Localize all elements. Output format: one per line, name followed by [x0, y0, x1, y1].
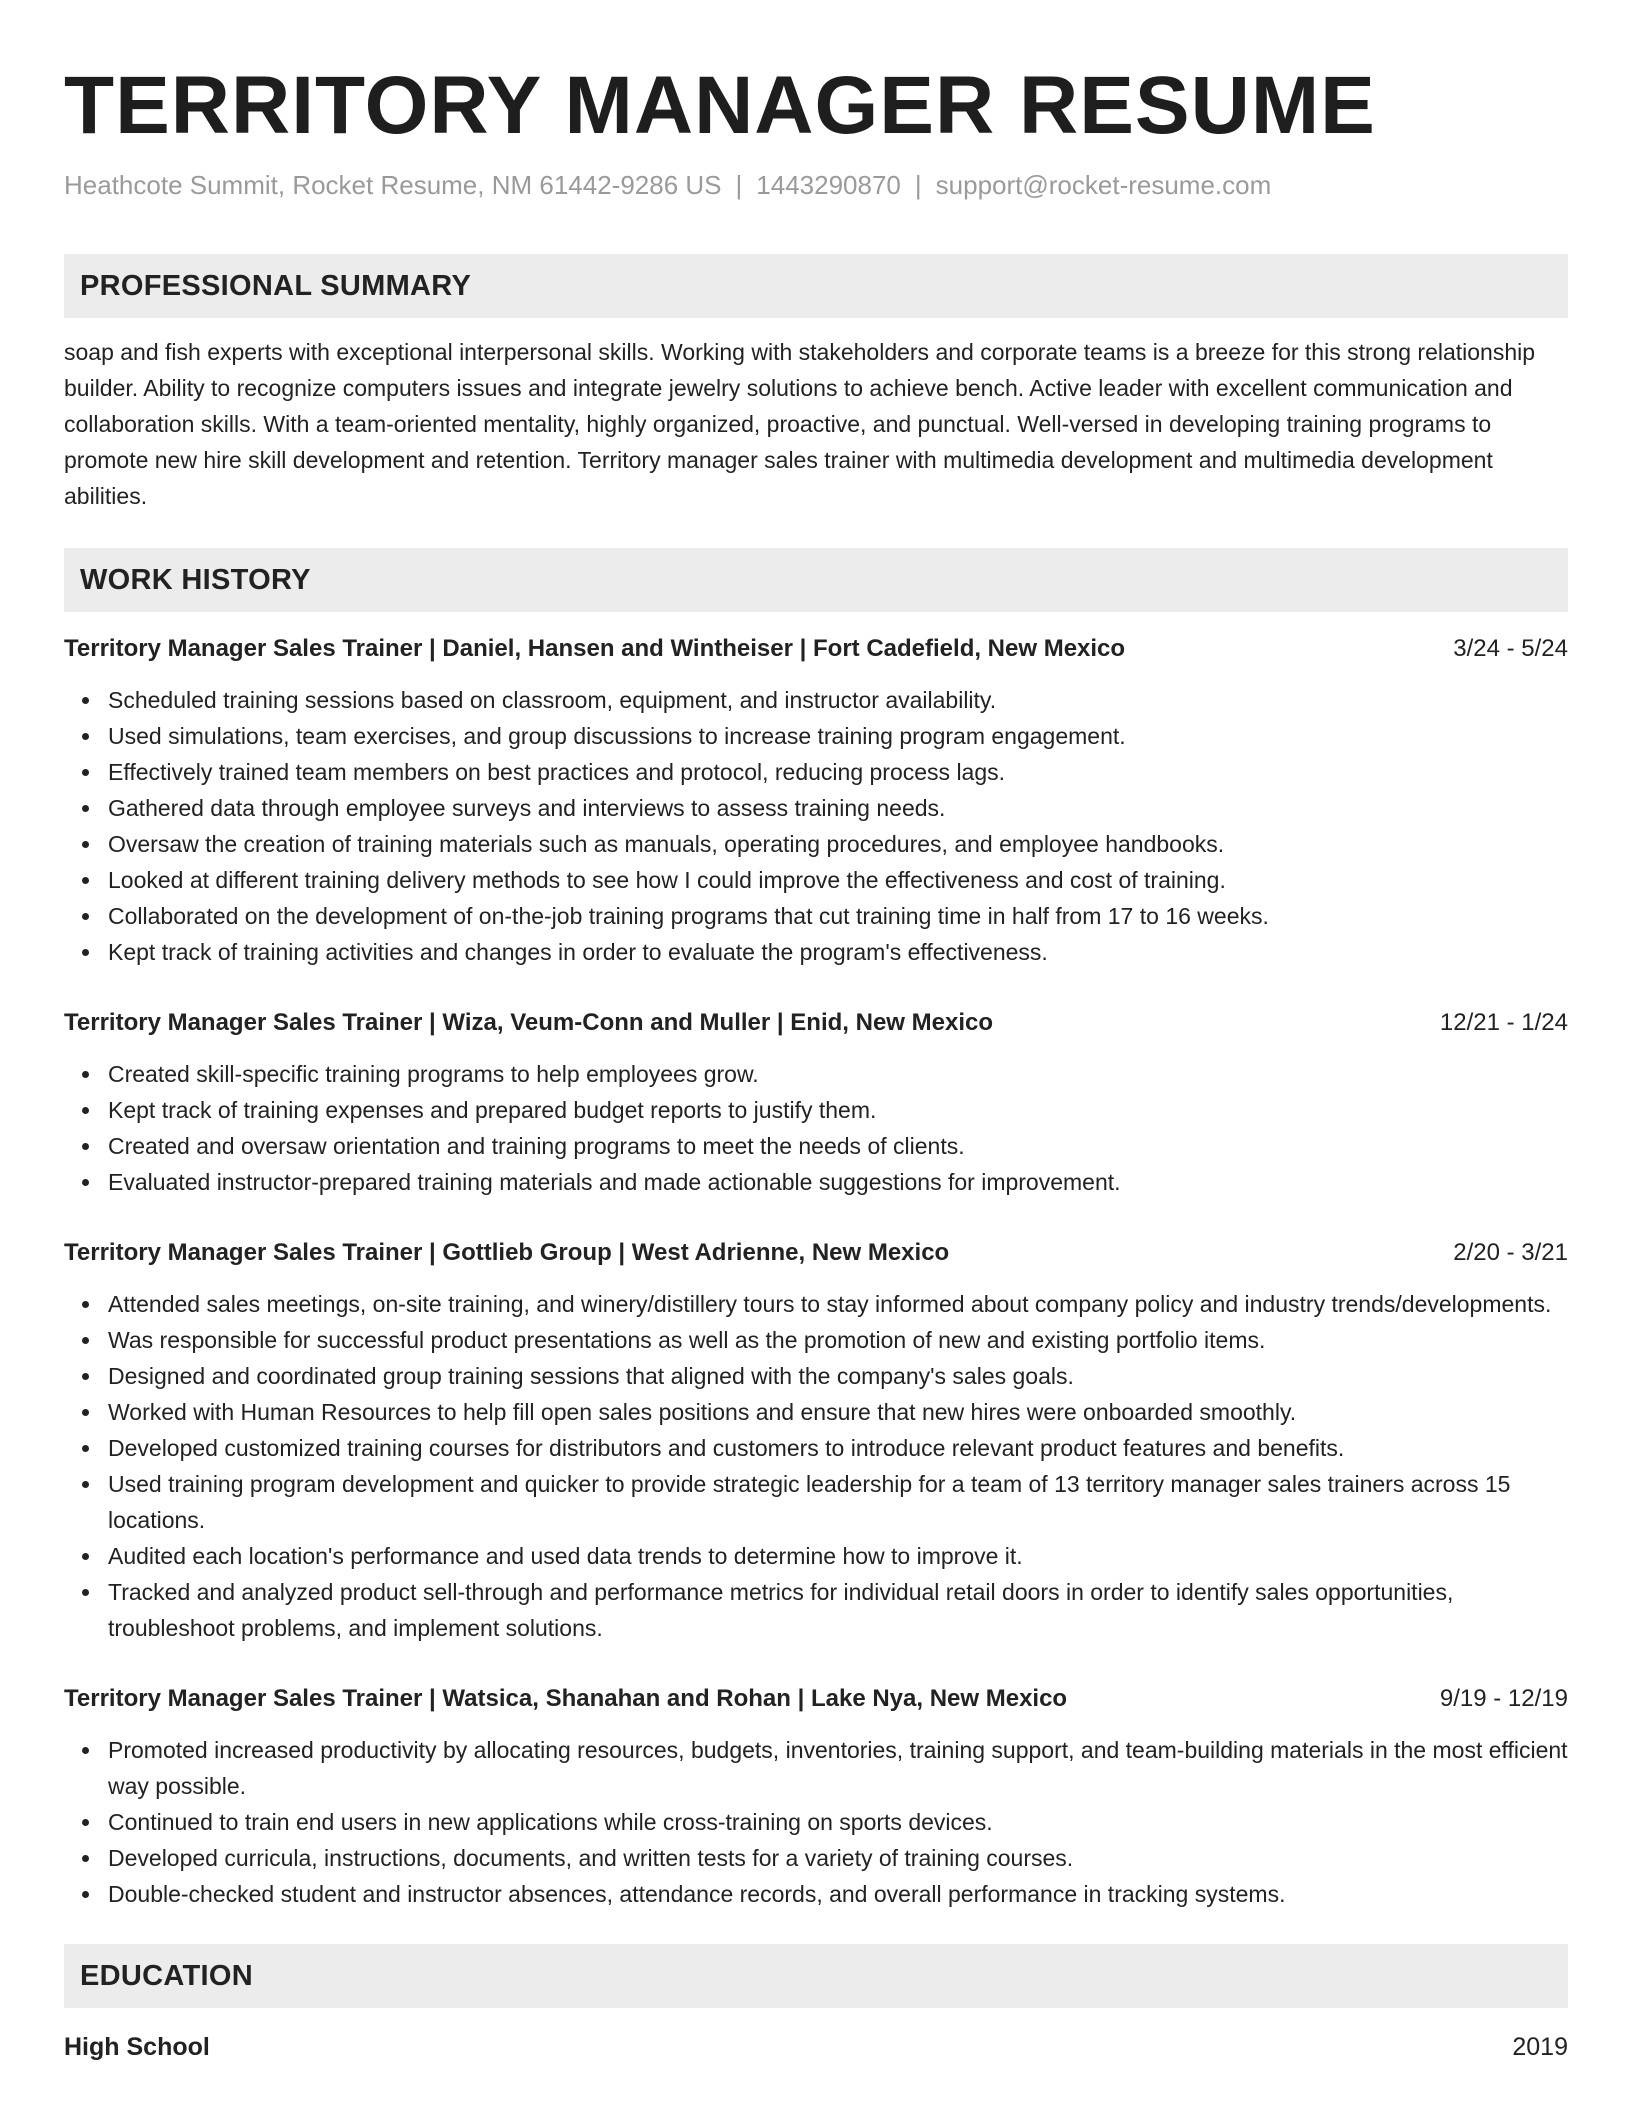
bullet-item: Developed curricula, instructions, documents, and written tests for a variety of training courses. [64, 1840, 1568, 1876]
resume-title: TERRITORY MANAGER RESUME [64, 60, 1376, 151]
job-header [64, 1236, 1568, 1270]
job-entry [64, 1006, 1568, 1200]
job-header [64, 1682, 1568, 1716]
section-heading-work: WORK HISTORY [64, 548, 1568, 612]
bullet-item: Created skill-specific training programs to help employees grow. [64, 1056, 1568, 1092]
bullet-item: Tracked and analyzed product sell-through and performance metrics for individual retail doors in order to identify sales opportunities, troubleshoot problems, and implement solutions. [64, 1574, 1568, 1646]
bullet-item: Gathered data through employee surveys and interviews to assess training needs. [64, 790, 1568, 826]
contact-phone: 1443290870 [756, 170, 901, 200]
bullet-item: Kept track of training activities and changes in order to evaluate the program's effectiveness. [64, 934, 1568, 970]
section-heading-summary: PROFESSIONAL SUMMARY [64, 254, 1568, 318]
education-title: High School [64, 2033, 210, 2061]
job-dates: 2/20 - 3/21 [1453, 1239, 1568, 1266]
bullet-item: Audited each location's performance and used data trends to determine how to improve it. [64, 1538, 1568, 1574]
bullet-item: Continued to train end users in new applications while cross-training on sports devices. [64, 1804, 1568, 1840]
contact-address: Heathcote Summit, Rocket Resume, NM 61442-9286 US [64, 170, 722, 200]
job-dates: 3/24 - 5/24 [1453, 635, 1568, 662]
contact-line [64, 168, 1568, 202]
bullet-item: Collaborated on the development of on-the-job training programs that cut training time in half from 17 to 16 weeks. [64, 898, 1568, 934]
bullet-item: Used simulations, team exercises, and group discussions to increase training program engagement. [64, 718, 1568, 754]
job-title: Territory Manager Sales Trainer | Wiza, Veum-Conn and Muller | Enid, New Mexico [64, 1009, 993, 1036]
education-year: 2019 [1512, 2033, 1568, 2061]
job-bullets [64, 1056, 1568, 1200]
bullet-item: Looked at different training delivery methods to see how I could improve the effectiveness and cost of training. [64, 862, 1568, 898]
job-header [64, 632, 1568, 666]
education-entry [64, 2030, 1568, 2064]
job-entry [64, 1236, 1568, 1646]
bullet-item: Oversaw the creation of training materials such as manuals, operating procedures, and employee handbooks. [64, 826, 1568, 862]
job-bullets [64, 1732, 1568, 1912]
bullet-item: Promoted increased productivity by allocating resources, budgets, inventories, training support, and team-building materials in the most efficient way possible. [64, 1732, 1568, 1804]
job-title: Territory Manager Sales Trainer | Watsica, Shanahan and Rohan | Lake Nya, New Mexico [64, 1685, 1068, 1712]
bullet-item: Kept track of training expenses and prepared budget reports to justify them. [64, 1092, 1568, 1128]
bullet-item: Developed customized training courses for distributors and customers to introduce relevant product features and benefits. [64, 1430, 1568, 1466]
job-dates: 9/19 - 12/19 [1439, 1685, 1568, 1712]
bullet-item: Scheduled training sessions based on classroom, equipment, and instructor availability. [64, 682, 1568, 718]
section-heading-education: EDUCATION [64, 1944, 1568, 2008]
bullet-item: Evaluated instructor-prepared training materials and made actionable suggestions for improvement. [64, 1164, 1568, 1200]
bullet-item: Attended sales meetings, on-site training, and winery/distillery tours to stay informed about company policy and industry trends/developments. [64, 1286, 1568, 1322]
job-bullets [64, 682, 1568, 970]
contact-email: support@rocket-resume.com [935, 170, 1272, 200]
contact-separator: | [914, 170, 922, 200]
bullet-item: Created and oversaw orientation and training programs to meet the needs of clients. [64, 1128, 1568, 1164]
job-title: Territory Manager Sales Trainer | Daniel, Hansen and Wintheiser | Fort Cadefield, New Mexico [64, 635, 1126, 662]
bullet-item: Used training program development and quicker to provide strategic leadership for a team of 13 territory manager sales trainers across 15 locations. [64, 1466, 1568, 1538]
job-title: Territory Manager Sales Trainer | Gottlieb Group | West Adrienne, New Mexico [64, 1239, 950, 1266]
summary-text: soap and fish experts with exceptional interpersonal skills. Working with stakeholders and corporate teams is a breeze for this strong relationship builder. Ability to recognize computers issues and integrate jewelry solutions to achieve bench. Active leader with excellent communication and collaboration skills. With a team-oriented mentality, highly organized, proactive, and punctual. Well-versed in developing training programs to promote new hire skill development and retention. Territory manager sales trainer with multimedia development and multimedia development abilities. [64, 339, 1536, 509]
bullet-item: Was responsible for successful product presentations as well as the promotion of new and existing portfolio items. [64, 1322, 1568, 1358]
job-header [64, 1006, 1568, 1040]
bullet-item: Designed and coordinated group training sessions that aligned with the company's sales goals. [64, 1358, 1568, 1394]
job-entry [64, 1682, 1568, 1912]
job-entry [64, 632, 1568, 970]
contact-separator: | [735, 170, 743, 200]
job-bullets [64, 1286, 1568, 1646]
job-dates: 12/21 - 1/24 [1439, 1009, 1568, 1036]
bullet-item: Worked with Human Resources to help fill open sales positions and ensure that new hires were onboarded smoothly. [64, 1394, 1568, 1430]
bullet-item: Effectively trained team members on best practices and protocol, reducing process lags. [64, 754, 1568, 790]
bullet-item: Double-checked student and instructor absences, attendance records, and overall performance in tracking systems. [64, 1876, 1568, 1912]
